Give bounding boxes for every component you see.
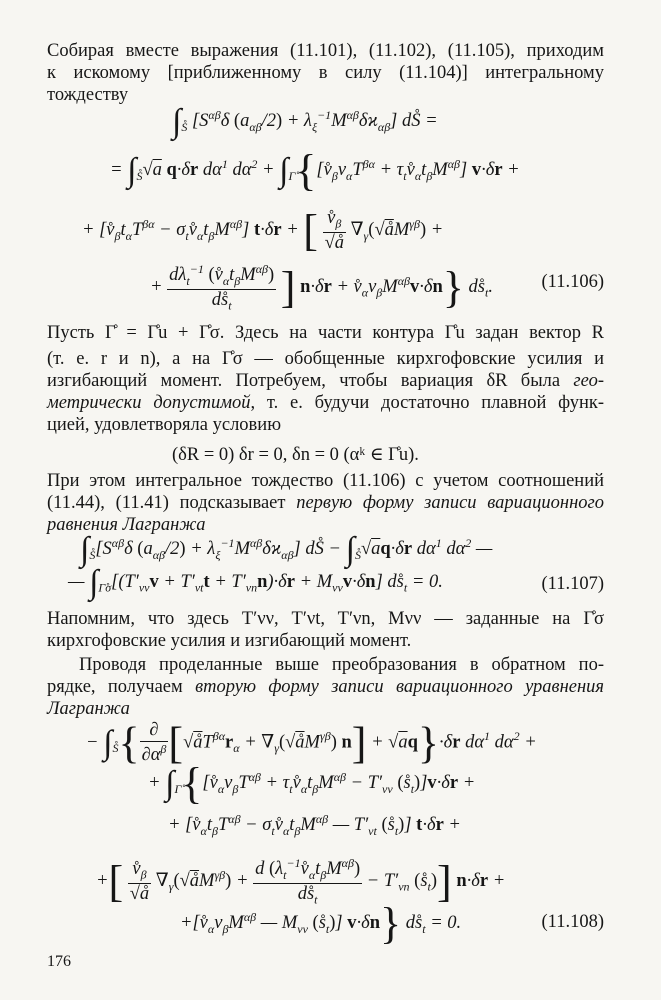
equation-11-107-line-2: — $\int_{\Gammå\sigma}[(T'_{\nu\nu}v + T'_{\nu t}t + T'_{\nu n}n)\cdot\delta r + M_{\nu\nu}v\cdot\delta n]$ $ds̊_t = 0$. [68,564,443,601]
paragraph-5-line-3: Лагранжа [47,699,130,719]
equation-11-108-line-5: $+[v̊_\alpha v_\beta M^{\alpha\beta}$ — $M_{\nu\nu}$ $(s̊_t)$] v·δn} $ds̊_t = 0$. [180,899,462,949]
paragraph-1-line-1: Собирая вместе выражения (11.101), (11.102), (11.105), приходим [47,41,604,61]
equation-11-108-line-2: + $\int_{\Gammå}\{[v̊_\alpha v_\beta T^{\alpha\beta}$ + $\tau_tv̊_\alpha t_\beta M^{\alpha\beta} - T'_{\nu\nu}$ $(s̊_t)]v\cdot\delta r$ + [148,759,476,809]
page-number: 176 [47,953,71,970]
equation-number-11-106: (11.106) [541,272,604,292]
paragraph-3-line-3: равнения Лагранжа [47,515,206,535]
equation-11-108-line-3: + [$v̊_\alpha t_\beta T^{\alpha\beta}$ − $\sigma_tv̊_\alpha t_\beta M^{\alpha\beta}$ — $T'_{\nu t}$ $(s̊_t)$] t·δr + [168,812,461,838]
condition-formula: (δR = 0) δr = 0, δn = 0 (αᵏ ∈ Γ̊u). [172,445,419,465]
equation-11-106-line-3: + [$v̊_\beta t_\alpha T^{\beta\alpha}$ − $\sigma_tv̊_\alpha t_\beta M^{\alpha\beta}$] t·δr + [ $\frac{v̊_\beta}{√å}$ $\nabla_\gamma(√åM^{\gamma\beta})$ + [82,206,444,256]
equation-11-106-line-2: = $\int_{S̊}√a$ q·δr $d\alpha^1$ $d\alpha^2$ + $\int_{\Gammå}\{[v̊_\beta v_\alpha T^{\beta\alpha}$ + $\tau_tv̊_\alpha t_\beta M^{\alpha\beta}$] v·δr + [110,146,520,196]
paragraph-1-line-3: тождеству [47,85,129,105]
equation-11-107-line-1: $\int_{S̊}[S^{\alpha\beta}\delta$ $(a_{\alpha\beta}/2) + \lambda_\xi^{-1}M^{\alpha\beta}\delta ϰ_{\alpha\beta}$] dS̊ − $\int_{S̊}√aq\cdot\delta r$ $d\alpha^1$ $d\alpha^2$ — [80,531,493,569]
paragraph-5-line-2: рядке, получаем вторую форму записи вариационного уравнения [47,677,604,697]
paragraph-1-line-2: к искомому [приближенному в силу (11.104)] интегральному [47,63,604,83]
equation-11-108-line-4: +[ $\frac{v̊_\beta}{√å}$ $\nabla_\gamma(√åM^{\gamma\beta})$ + $\frac{d (\lambda_t^{-1}v̊_\alpha t_\beta M^{\alpha\beta})}{ds̊_t}$ − $T'_{\nu n}$ $(s̊_t)$] n·δr + [96,856,506,907]
paragraph-4-line-1: Напомним, что здесь T′νν, T′νt, T′νn, Mνν — заданные на Γ̊σ [47,609,604,629]
equation-11-106-line-4: + $\frac{d\lambda_t^{-1} (v̊_\alpha t_\beta M^{\alpha\beta})}{ds̊_t}$ ] $n\cdot\delta r + v̊_\alpha v_\beta M^{\alpha\beta}v\cdot\delta n$} $ds̊_t$. [150,262,493,313]
equation-number-11-107: (11.107) [541,574,604,594]
equation-11-106-line-1: $\int_{S̊}$ [$S^{\alpha\beta}\delta$ $(a_{\alpha\beta}/2) + \lambda_\xi^{-1}M^{\alpha\beta}\delta ϰ_{\alpha\beta}$] dS̊ = [172,103,438,141]
paragraph-5-line-1: Проводя проделанные выше преобразования в обратном по- [79,655,604,675]
paragraph-4-line-2: кирхгофовские усилия и изгибающий момент. [47,631,412,651]
equation-number-11-108: (11.108) [541,912,604,932]
paragraph-2-line-4: метрически допустимой, т. е. будучи достаточно плавной функ- [47,393,604,413]
paragraph-2-line-2: (т. е. r и n), а на Γ̊σ — обобщенные кирхгофовские усилия и [47,349,604,369]
paragraph-2-line-1: Пусть Γ̊ = Γ̊u + Γ̊σ. Здесь на части контура Γ̊u задан вектор R [47,323,604,343]
paragraph-2-line-5: цией, удовлетворяла условию [47,415,282,435]
paragraph-3-line-1: При этом интегральное тождество (11.106) с учетом соотношений [47,471,604,491]
equation-11-108-line-1: − $\int_{S̊}${ $\frac{\partial}{\partial\alpha^\beta}$ [$√åT^{\beta\alpha}r_\alpha$ + $\nabla_\gamma(√åM^{\gamma\beta}) n] + √aq\}\cdot\delta r$ $d\alpha^1$ $d\alpha^2$ + [86,718,537,768]
paragraph-2-line-3: изгибающий момент. Потребуем, чтобы вариация δR была гео- [47,371,604,391]
paragraph-3-line-2: (11.44), (11.41) подсказывает первую форму записи вариационного [47,493,604,513]
